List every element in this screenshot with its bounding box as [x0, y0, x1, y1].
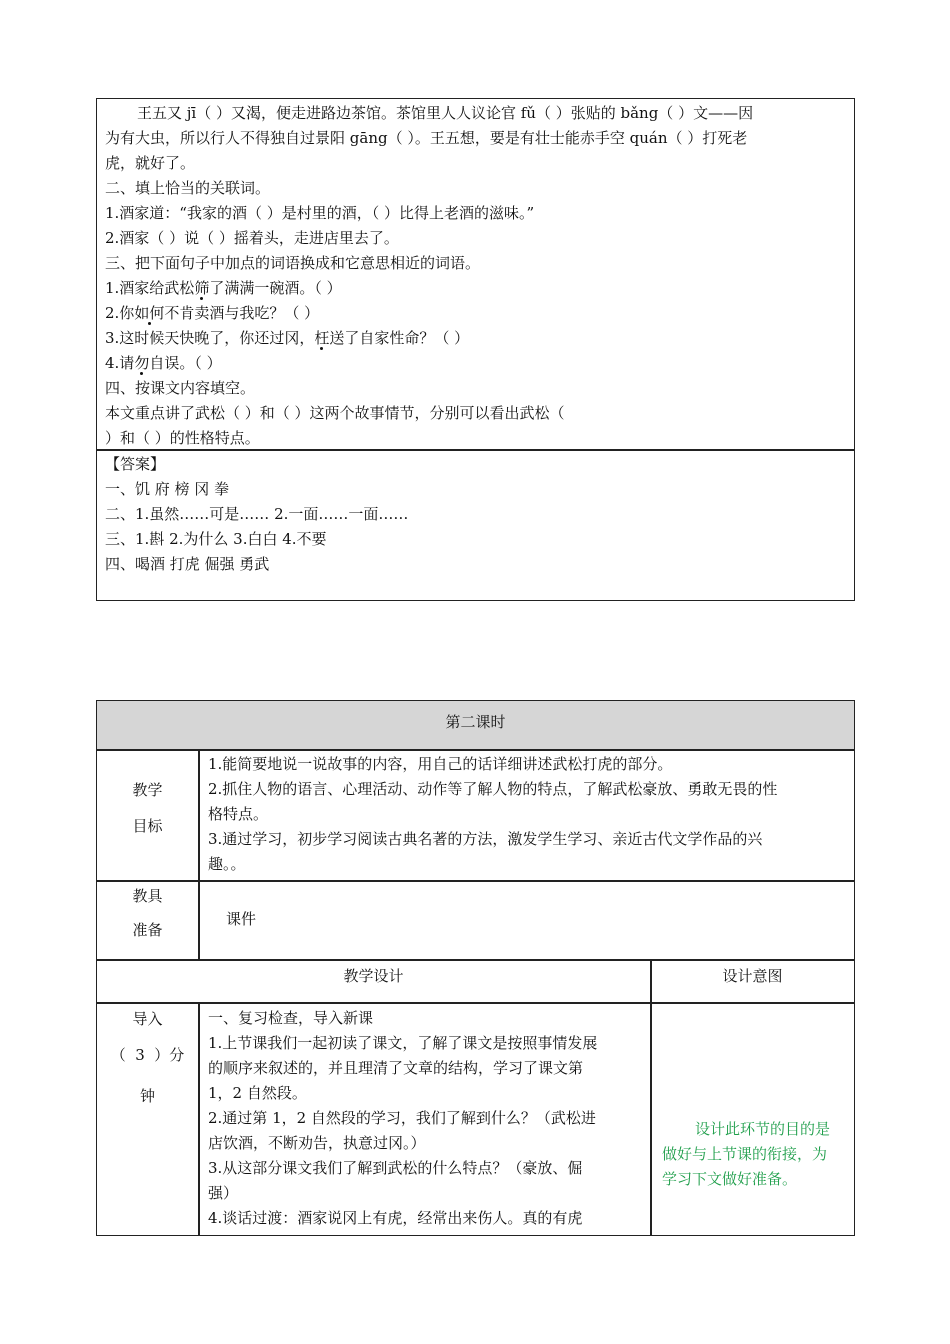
answer-1: 一、饥 府 榜 冈 拳 — [105, 480, 230, 498]
section-2-item-1: 1.酒家道：“我家的酒（ ）是村里的酒，（ ）比得上老酒的滋味。” — [105, 204, 535, 222]
section-3-item-4: 4.请勿自误。（ ） — [105, 354, 222, 372]
design-line-7: 3.从这部分课文我们了解到武松的什么特点？（豪放、倔 — [208, 1159, 583, 1177]
intent-line-1: 设计此环节的目的是 — [695, 1120, 831, 1138]
section-3-item-1: 1.酒家给武松筛了满满一碗酒。（ ） — [105, 279, 342, 297]
section-4-line-1: 本文重点讲了武松（ ）和（ ）这两个故事情节，分别可以看出武松（ — [105, 404, 565, 422]
dotted-word: 筛 — [194, 279, 210, 297]
design-line-3: 的顺序来叙述的，并且理清了文章的结构，学习了课文第 — [208, 1059, 584, 1077]
stage-label: 导入 — [132, 1010, 163, 1028]
lesson-title: 第二课时 — [445, 713, 506, 731]
intent-line-2: 做好与上节课的衔接，为 — [662, 1145, 828, 1163]
row-divider — [96, 880, 855, 882]
design-header: 教学设计 — [343, 967, 404, 985]
goal-line-4: 3.通过学习，初步学习阅读古典名著的方法，激发学生学习、亲近古代文学作品的兴 — [208, 830, 763, 848]
exercise-line-2: 为有大虫，所以行人不得独自过景阳 gāng（ ）。王五想，要是有壮士能赤手空 quán（ ）打死老 — [105, 129, 748, 147]
row-divider — [96, 1002, 855, 1004]
section-2-heading: 二、填上恰当的关联词。 — [105, 179, 271, 197]
col-divider — [650, 959, 652, 1236]
answer-2: 二、1.虽然……可是…… 2.一面……一面…… — [105, 505, 409, 523]
tools-label-line-2: 准备 — [132, 921, 163, 939]
design-line-2: 1.上节课我们一起初读了课文，了解了课文是按照事情发展 — [208, 1034, 598, 1052]
section-3-item-3: 3.这时候天快晚了，你还过冈，枉送了自家性命？（ ） — [105, 329, 470, 347]
section-4-line-2: ）和（ ）的性格特点。 — [105, 429, 260, 447]
answer-heading: 【答案】 — [105, 455, 166, 473]
section-3-heading: 三、把下面句子中加点的词语换成和它意思相近的词语。 — [105, 254, 481, 272]
dotted-word: 如何 — [134, 304, 165, 322]
tools-value: 课件 — [226, 910, 257, 928]
section-2-item-2: 2.酒家（ ）说（ ）摇着头，走进店里去了。 — [105, 229, 399, 247]
goal-line-2: 2.抓住人物的语言、心理活动、动作等了解人物的特点，了解武松豪放、勇敢无畏的性 — [208, 780, 778, 798]
intent-header: 设计意图 — [722, 967, 783, 985]
col-divider — [198, 1002, 200, 1236]
goal-label-line-2: 目标 — [132, 817, 163, 835]
stage-unit: 钟 — [139, 1087, 155, 1105]
section-4-heading: 四、按课文内容填空。 — [105, 379, 256, 397]
design-line-6: 店饮酒，不断劝告，执意过冈。） — [208, 1134, 426, 1152]
exercise-line-3: 虎，就好了。 — [105, 154, 196, 172]
design-line-1: 一、复习检查，导入新课 — [208, 1009, 374, 1027]
design-line-5: 2.通过第 1，2 自然段的学习，我们了解到什么？（武松进 — [208, 1109, 596, 1127]
tools-label-line-1: 教具 — [132, 887, 163, 905]
design-line-9: 4.谈话过渡：酒家说冈上有虎，经常出来伤人。真的有虎 — [208, 1209, 583, 1227]
dotted-word: 枉 — [314, 329, 330, 347]
exercise-line-1: 王五又 jī（ ）又渴，便走进路边茶馆。茶馆里人人议论官 fǔ（ ）张贴的 bǎng（ ）文——因 — [137, 104, 754, 122]
goal-line-3: 格特点。 — [208, 805, 269, 823]
row-divider — [96, 959, 855, 961]
section-3-item-2: 2.你如何不肯卖酒与我吃？（ ） — [105, 304, 320, 322]
intent-line-3: 学习下文做好准备。 — [662, 1170, 798, 1188]
answer-4: 四、喝酒 打虎 倔强 勇武 — [105, 555, 270, 573]
design-line-4: 1，2 自然段。 — [208, 1084, 307, 1102]
goal-line-5: 趣。。 — [208, 855, 246, 873]
goal-label-line-1: 教学 — [132, 781, 163, 799]
dotted-word: 勿 — [134, 354, 150, 372]
answer-3: 三、1.斟 2.为什么 3.白白 4.不要 — [105, 530, 327, 548]
goal-line-1: 1.能简要地说一说故事的内容，用自己的话详细讲述武松打虎的部分。 — [208, 755, 673, 773]
stage-duration: （ 3 ）分 — [110, 1046, 185, 1064]
design-line-8: 强） — [208, 1184, 239, 1202]
row-divider — [96, 749, 855, 751]
